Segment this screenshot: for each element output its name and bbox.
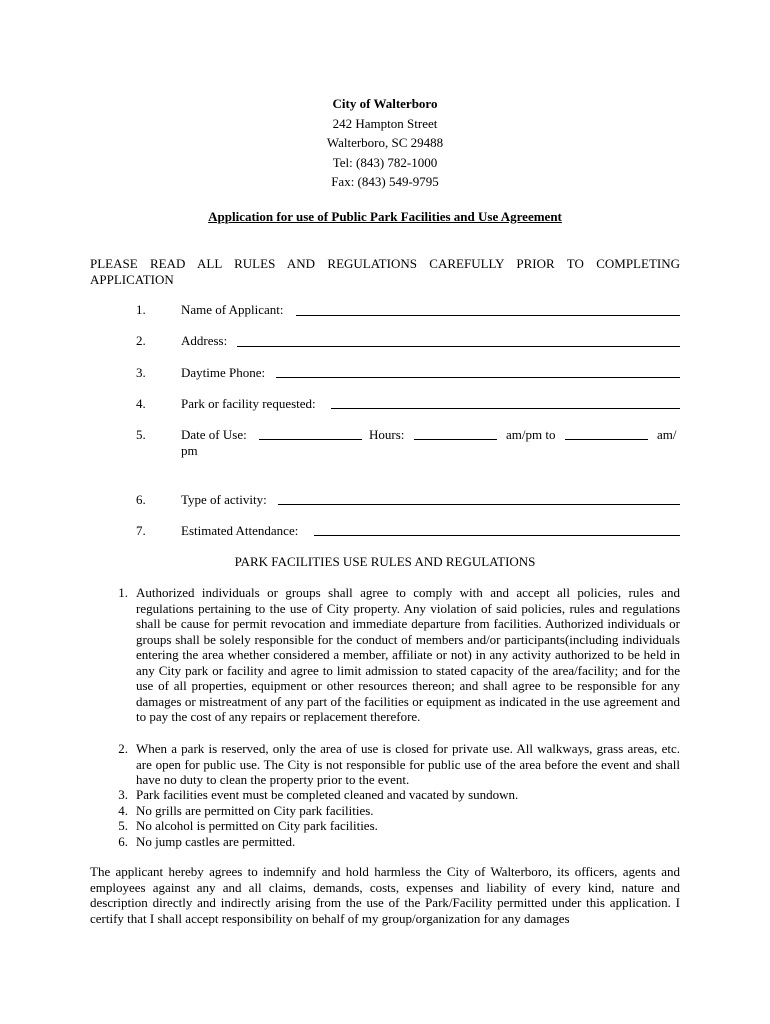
field-label: Daytime Phone: <box>181 365 266 380</box>
telephone: Tel: (843) 782-1000 <box>332 155 438 170</box>
rule-number: 5. <box>118 818 128 833</box>
rule-text: When a park is reserved, only the area of use is closed for private use. All walkways, grass areas, etc. are open for public use. The City is not responsible for public use of the area before the event and shall have no duty to clean the property prior to the event. <box>136 741 680 787</box>
hours-start-line[interactable] <box>414 439 497 440</box>
street-address: 242 Hampton Street <box>332 116 438 131</box>
rule-number: 6. <box>118 834 128 849</box>
rule-text: Park facilities event must be completed cleaned and vacated by sundown. <box>136 787 519 802</box>
indemnity-paragraph: The applicant hereby agrees to indemnify and hold harmless the City of Walterboro, its officers, agents and employees against any and all claims, demands, costs, expenses and liability of every kind, nature and description directly and indirectly arising from the use of the Park/Facility permitted under this application. I certify that I shall accept responsibility on behalf of my group/organization for any damages <box>90 864 680 926</box>
rule-text: No alcohol is permitted on City park facilities. <box>136 818 378 833</box>
field-number: 1. <box>136 302 146 317</box>
park-requested-line[interactable] <box>331 408 680 409</box>
rule-number: 4. <box>118 803 128 818</box>
field-label: Park or facility requested: <box>181 396 316 411</box>
rule-number: 2. <box>118 741 128 756</box>
field-number: 4. <box>136 396 146 411</box>
city-state-zip: Walterboro, SC 29488 <box>326 135 444 150</box>
field-number: 7. <box>136 523 146 538</box>
rule-text: No grills are permitted on City park facilities. <box>136 803 374 818</box>
field-label: Estimated Attendance: <box>181 523 299 538</box>
rule-number: 1. <box>118 585 128 600</box>
field-number: 6. <box>136 492 146 507</box>
type-of-activity-line[interactable] <box>278 504 680 505</box>
address-line[interactable] <box>237 346 680 347</box>
field-number: 2. <box>136 333 146 348</box>
field-label: Date of Use: <box>181 427 247 442</box>
hours-end-line[interactable] <box>565 439 648 440</box>
date-of-use-line[interactable] <box>259 439 362 440</box>
field-number: 3. <box>136 365 146 380</box>
rule-number: 3. <box>118 787 128 802</box>
field-label: Name of Applicant: <box>181 302 284 317</box>
rule-text: Authorized individuals or groups shall agree to comply with and accept all policies, rules and regulations pertaining to the use of City property. Any violation of said policies, rules and regulations shall be cause for permit revocation and immediate departure from facilities. Authorized individuals or groups shall be solely responsible for the conduct of members and/or participants(including individuals entering the area whether considered a member, affiliate or not) in any activity authorized to be held in any City park or facility and agree to limit admission to stated capacity of the area/facility; and for the use of all properties, equipment or other resources thereon; and shall agree to be responsible for any damages or mistreatment of any part of the facilities or equipment as indicated in the use agreement and to pay the cost of any repairs or replacement therefore. <box>136 585 680 724</box>
fax: Fax: (843) 549-9795 <box>331 174 439 189</box>
city-name: City of Walterboro <box>332 96 438 111</box>
field-label: Address: <box>181 333 228 348</box>
ampm-to-label: am/pm to <box>506 427 556 442</box>
daytime-phone-line[interactable] <box>276 377 680 378</box>
ampm-end-label: am/ <box>657 427 677 442</box>
estimated-attendance-line[interactable] <box>314 535 680 536</box>
hours-label: Hours: <box>369 427 405 442</box>
field-label: Type of activity: <box>181 492 267 507</box>
field-number: 5. <box>136 427 146 442</box>
rules-heading: PARK FACILITIES USE RULES AND REGULATIONS <box>234 554 536 569</box>
name-of-applicant-line[interactable] <box>296 315 680 316</box>
rule-text: No jump castles are permitted. <box>136 834 296 849</box>
document-title: Application for use of Public Park Facilities and Use Agreement <box>208 209 562 224</box>
pm-wrap-label: pm <box>181 443 198 458</box>
instruction-text: PLEASE READ ALL RULES AND REGULATIONS CAREFULLY PRIOR TO COMPLETING APPLICATION <box>90 256 680 287</box>
